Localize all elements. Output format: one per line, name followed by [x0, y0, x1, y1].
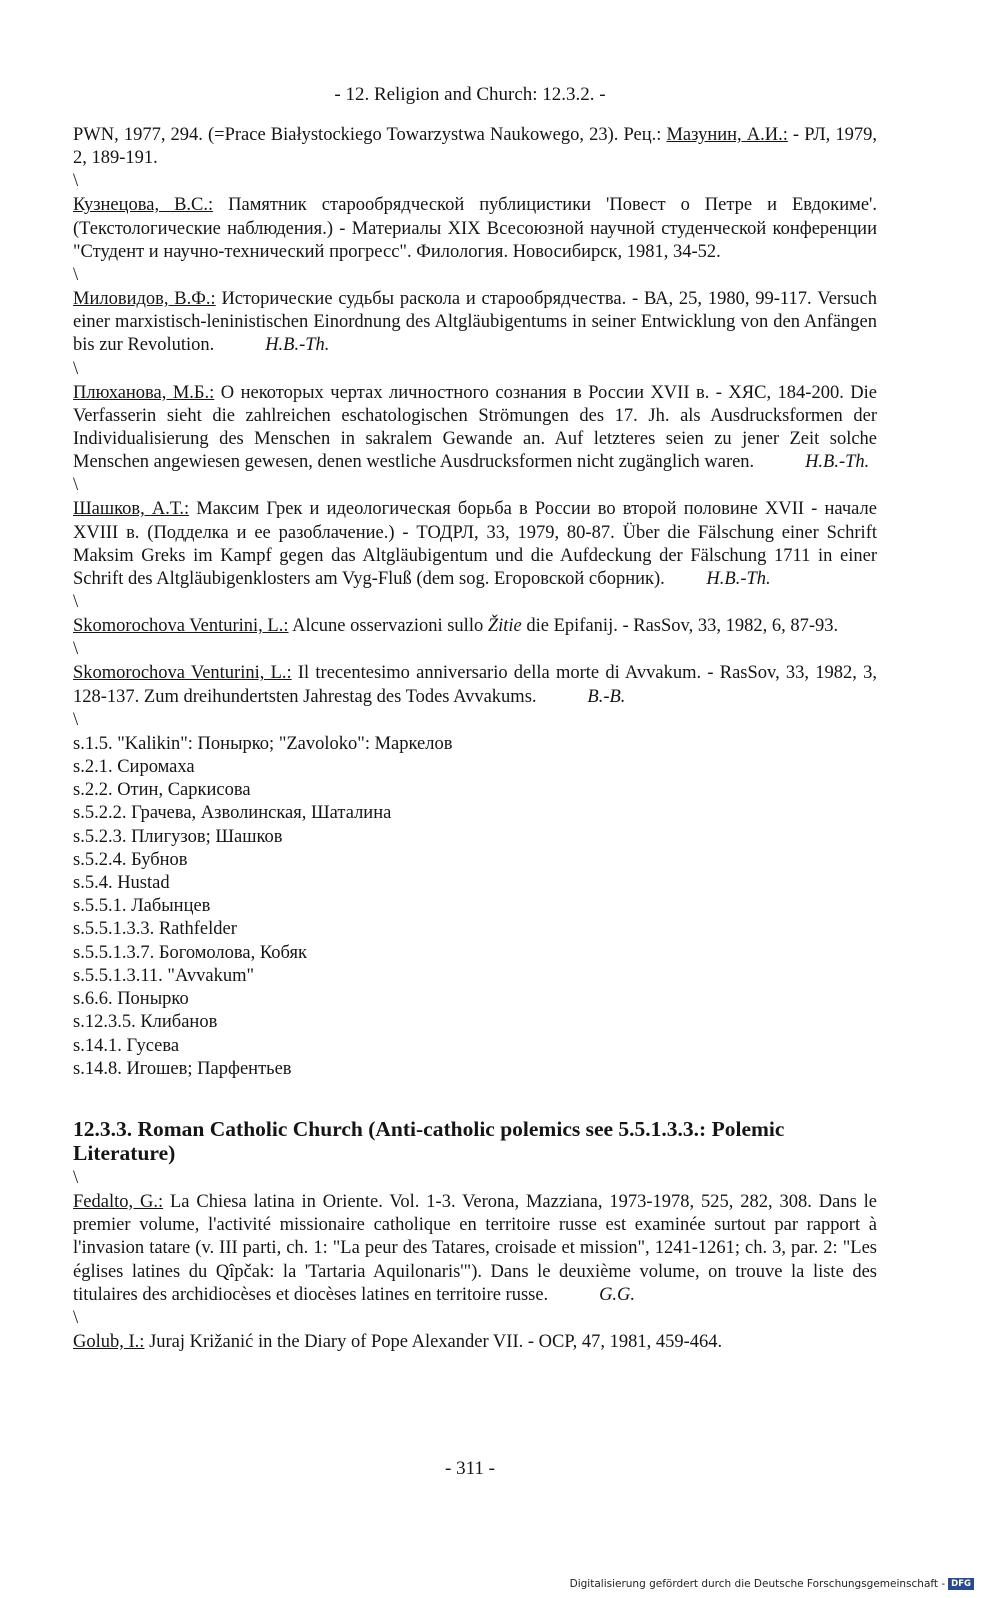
entry-separator: \ — [73, 1167, 79, 1188]
reviewer-initials: H.B.-Th. — [805, 452, 870, 473]
entry-text: Памятник старообрядческой публицистики 'Повест о Петре и Евдокиме'. (Текстологические наблюдения.) - Материалы XIX Всесоюзной научной студенческой конференции "Студент и научно-технический прогресс". Филология. Новосибирск, 1981, 34-52. — [73, 195, 878, 262]
entry-separator: \ — [73, 709, 79, 730]
entry-separator: \ — [73, 265, 79, 286]
author-name: Skomorochova Venturini, L.: — [73, 663, 292, 684]
reviewer-initials: H.B.-Th. — [265, 335, 330, 356]
entry-separator: \ — [73, 592, 79, 613]
entry-separator: \ — [73, 639, 79, 660]
reviewer-author-name: Мазунин, А.И.: — [666, 125, 788, 145]
italic-title: Žitie — [487, 616, 522, 637]
bibliography-entry — [73, 615, 877, 638]
bibliography-entry — [73, 1191, 877, 1307]
running-header: - 12. Religion and Church: 12.3.2. - — [334, 84, 606, 105]
entry-text: Максим Грек и идеологическая борьба в России во второй половине XVII - начале XVIII в. (Подделка и ее разоблачение.) - ТОДРЛ, 33, 1979, 80-87. Über die Fälschung einer Schrift Maksim Greks im Kampf gegen das Altgläubigentum und die Aufdeckung der Fälschung 1711 in einer Schrift des Altgläubigenklosters am Vyg-Fluß (dem sog. Егоровской сборник). — [73, 499, 877, 590]
cross-reference: s.14.1. Гусева — [73, 1035, 180, 1056]
reviewer-initials: G.G. — [599, 1284, 636, 1305]
bibliography-entry — [73, 662, 877, 708]
reviewer-initials: B.-B. — [587, 686, 626, 707]
section-heading: 12.3.3. Roman Catholic Church (Anti-catholic polemics see 5.5.1.3.3.: Polemic Literature) — [73, 1116, 785, 1165]
entry-separator: \ — [73, 171, 79, 192]
cross-reference: s.5.5.1.3.3. Rathfelder — [73, 919, 237, 940]
entry-text-tail: - РЛ, 1979, 2, 189-191. — [73, 125, 877, 169]
cross-reference: s.5.2.4. Бубнов — [73, 849, 188, 870]
entry-text: La Chiesa latina in Oriente. Vol. 1-3. Verona, Mazziana, 1973-1978, 525, 282, 308. Dans le premier volume, l'activité missionaire catholique en territoire russe est examinée surtout par rapport à l'invasion tatare (v. III parti, ch. 1: "La peur des Tatares, croisade et mission", 1241-1261; ch. 3, par. 2: "Les églises latines du Qîpčak: la 'Tartaria Aquilonaris'"). Dans le deuxième volume, on trouve la liste des titulaires des archidiocèses et diocèses latines en territoire russe. — [73, 1191, 877, 1305]
cross-reference: s.5.2.2. Грачева, Азволинская, Шаталина — [73, 803, 392, 824]
cross-reference: s.12.3.5. Клибанов — [73, 1012, 218, 1033]
cross-reference: s.1.5. "Kalikin": Понырко; "Zavoloko": Маркелов — [73, 733, 453, 754]
bibliography-entry — [73, 382, 877, 475]
entry-text: О некоторых чертах личностного сознания в России XVII в. - ХЯС, 184-200. Die Verfasserin sieht die zahlreichen eschatologischen Strömungen des 17. Jh. als Ausdrucksformen der Individualisierung des Menschen in sakralem Gewande an. Auf letzteres seien zu jener Zeit solche Menschen angewiesen gewesen, denen westliche Ausdrucksformen nicht zugänglich waren. — [73, 382, 878, 473]
reviewer-initials: H.B.-Th. — [706, 569, 771, 590]
cross-reference: s.5.5.1. Лабынцев — [73, 896, 211, 917]
page-body — [73, 124, 877, 1354]
entry-text: Juraj Križanić in the Diary of Pope Alexander VII. - OCP, 47, 1981, 459-464. — [144, 1331, 723, 1352]
author-name: Плюханова, М.Б.: — [73, 382, 215, 403]
cross-reference: s.2.1. Сиромаха — [73, 757, 195, 778]
entry-text: Alcune osservazioni sullo — [288, 616, 488, 637]
cross-reference: s.5.5.1.3.7. Богомолова, Кобяк — [73, 942, 307, 963]
entry-text: PWN, 1977, 294. (=Prace Białystockiego Towarzystwa Naukowego, 23). Рец.: — [73, 125, 667, 145]
cross-reference: s.14.8. Игошев; Парфентьев — [73, 1058, 292, 1079]
footer-text: Digitalisierung gefördert durch die Deutsche Forschungsgemeinschaft - — [569, 1578, 946, 1590]
author-name: Кузнецова, В.С.: — [73, 195, 214, 216]
author-name: Skomorochova Venturini, L.: — [73, 616, 289, 637]
cross-reference: s.6.6. Понырко — [73, 989, 189, 1010]
author-name: Шашков, А.Т.: — [73, 499, 190, 520]
entry-separator: \ — [73, 475, 79, 496]
entry-separator: \ — [73, 1307, 79, 1328]
bibliography-entry — [73, 498, 877, 591]
bibliography-entry — [73, 1331, 877, 1354]
bibliography-entry — [73, 124, 877, 170]
entry-text: Il trecentesimo anniversario della morte di Avvakum. - RasSov, 33, 1982, 3, 128-137. Zum dreihundertsten Jahrestag des Todes Avvakums. — [73, 663, 877, 707]
cross-reference-list — [73, 733, 877, 1081]
bibliography-entry — [73, 194, 877, 264]
author-name: Fedalto, G.: — [73, 1191, 164, 1212]
cross-reference: s.5.4. Hustad — [73, 873, 170, 894]
entry-separator: \ — [73, 358, 79, 379]
author-name: Миловидов, В.Ф.: — [73, 289, 216, 310]
bibliography-entry — [73, 288, 877, 358]
entry-text-tail: die Epifanij. - RasSov, 33, 1982, 6, 87-93. — [521, 616, 839, 637]
cross-reference: s.2.2. Отин, Саркисова — [73, 780, 251, 801]
digitization-footer — [570, 1578, 974, 1590]
author-name: Golub, I.: — [73, 1331, 145, 1352]
cross-reference: s.5.5.1.3.11. "Avvakum" — [73, 965, 255, 986]
cross-reference: s.5.2.3. Плигузов; Шашков — [73, 826, 283, 847]
page-number: - 311 - — [445, 1458, 495, 1479]
entry-text: Исторические судьбы раскола и старообрядчества. - ВА, 25, 1980, 99-117. Versuch einer marxistisch-leninistischen Einordnung des Altgläubigentums in seiner Entwicklung von den Anfängen bis zur Revolution. — [73, 289, 877, 356]
dfg-logo: DFG — [948, 1578, 974, 1590]
